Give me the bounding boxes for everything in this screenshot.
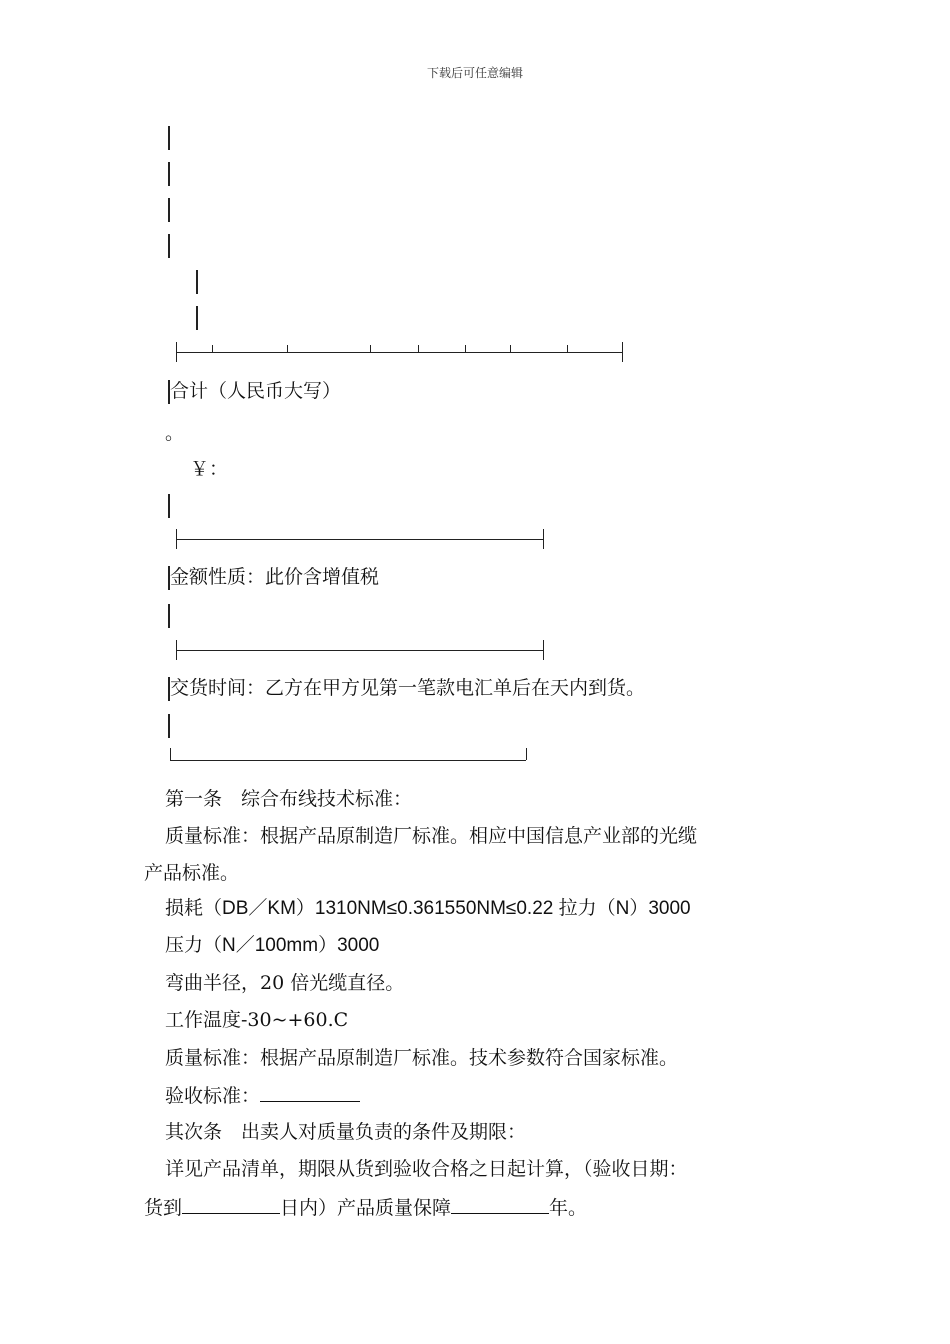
table-divider-tick <box>176 529 177 549</box>
table-total-row <box>168 378 341 404</box>
table-border-fragment <box>168 160 170 186</box>
article-2-title: 其次条 出卖人对质量负责的条件及期限： <box>165 1121 527 1143</box>
table-divider-tick <box>176 640 177 660</box>
warranty-years-blank[interactable] <box>451 1193 549 1214</box>
table-divider-tick <box>510 345 511 352</box>
acceptance-label: 验收标准： <box>165 1085 261 1107</box>
table-border-fragment <box>168 712 170 738</box>
table-divider-tick <box>465 345 466 352</box>
table-corner <box>526 748 527 760</box>
quality-standard-1-cont: 产品标准。 <box>144 862 240 884</box>
table-border-fragment <box>168 196 170 222</box>
table-divider-tick <box>418 345 419 352</box>
detail-text: 年。 <box>549 1197 588 1219</box>
table-row-divider <box>176 539 543 540</box>
table-divider-tick <box>543 529 544 549</box>
amount-nature: 金额性质：此价含增值税 <box>170 566 380 588</box>
days-blank[interactable] <box>182 1193 280 1214</box>
table-bottom-border <box>170 760 526 761</box>
table-divider-tick <box>622 342 623 362</box>
acceptance-standard <box>165 1081 360 1109</box>
detail-line: 详见产品清单，期限从货到验收合格之日起计算，（验收日期： <box>165 1158 688 1180</box>
table-divider-tick <box>212 345 213 352</box>
table-row-divider <box>176 650 543 651</box>
delivery-time: 交货时间：乙方在甲方见第一笔款电汇单后在天内到货。 <box>170 677 646 699</box>
table-corner <box>170 748 171 760</box>
table-divider-tick <box>567 345 568 352</box>
detail-text: 货到 <box>144 1197 183 1219</box>
table-border-fragment <box>168 602 170 628</box>
quality-standard-2: 质量标准：根据产品原制造厂标准。技术参数符合国家标准。 <box>165 1047 679 1069</box>
table-border-fragment <box>168 124 170 150</box>
table-yuan-symbol: ￥： <box>190 458 229 480</box>
article-1-title: 第一条 综合布线技术标准： <box>165 788 413 810</box>
pressure-spec: 压力（N／100mm）3000 <box>165 935 380 956</box>
table-divider-tick <box>287 345 288 352</box>
detail-line-cont <box>144 1193 587 1221</box>
table-divider-tick <box>176 342 177 362</box>
temperature-spec: 工作温度-30~+60.C <box>165 1009 349 1031</box>
table-delivery-row <box>168 675 645 701</box>
total-label: 合计（人民币大写） <box>170 380 342 402</box>
loss-spec: 损耗（DB／KM）1310NM≤0.361550NM≤0.22 拉力（N）3000 <box>165 898 691 919</box>
detail-text: 日内）产品质量保障 <box>280 1197 452 1219</box>
page-header-note: 下载后可任意编辑 <box>426 66 523 80</box>
table-divider-tick <box>370 345 371 352</box>
table-border-fragment <box>168 492 170 518</box>
bend-radius-spec: 弯曲半径，20 倍光缆直径。 <box>165 972 405 994</box>
table-divider-tick <box>543 640 544 660</box>
table-border-fragment <box>196 304 198 330</box>
acceptance-blank[interactable] <box>260 1081 360 1102</box>
table-border-fragment <box>196 268 198 294</box>
table-border-fragment <box>168 232 170 258</box>
quality-standard-1: 质量标准：根据产品原制造厂标准。相应中国信息产业部的光缆 <box>165 825 698 847</box>
table-amount-row <box>168 564 379 590</box>
table-period: 。 <box>165 422 185 444</box>
table-row-divider <box>176 352 622 353</box>
